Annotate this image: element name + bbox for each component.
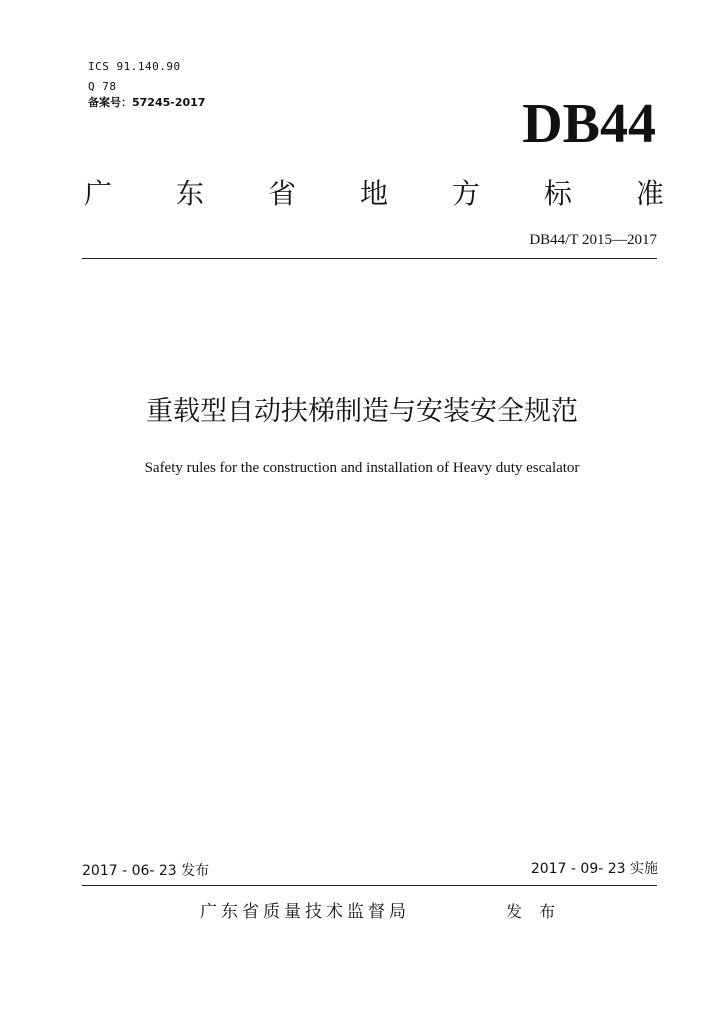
bottom-divider — [82, 885, 657, 886]
record-number: 备案号：57245-2017 — [88, 96, 206, 109]
title-chinese: 重载型自动扶梯制造与安装安全规范 — [146, 396, 578, 427]
standard-type-char: 地 — [359, 177, 388, 210]
standard-type-heading — [84, 174, 664, 214]
standard-number: DB44/T 2015—2017 — [529, 232, 657, 248]
implement-date: 2017 - 09- 23 实施 — [530, 861, 658, 877]
publisher-name: 广东省质量技术监督局 — [200, 902, 410, 922]
standard-type-char: 省 — [267, 177, 296, 210]
publish-label: 发 布 — [506, 902, 562, 921]
standard-type-char: 准 — [635, 177, 664, 210]
title-english: Safety rules for the construction and installation of Heavy duty escalator — [144, 460, 580, 476]
standard-code-mark: DB44 — [522, 93, 656, 155]
standard-type-char: 东 — [175, 177, 204, 210]
classification-code: Q 78 — [88, 80, 117, 93]
standard-type-char: 广 — [84, 177, 113, 210]
top-divider — [82, 258, 657, 259]
standard-type-char: 方 — [451, 177, 480, 210]
issue-date: 2017 - 06- 23 发布 — [82, 863, 210, 879]
ics-code: ICS 91.140.90 — [88, 60, 181, 73]
standard-type-char: 标 — [543, 177, 572, 210]
